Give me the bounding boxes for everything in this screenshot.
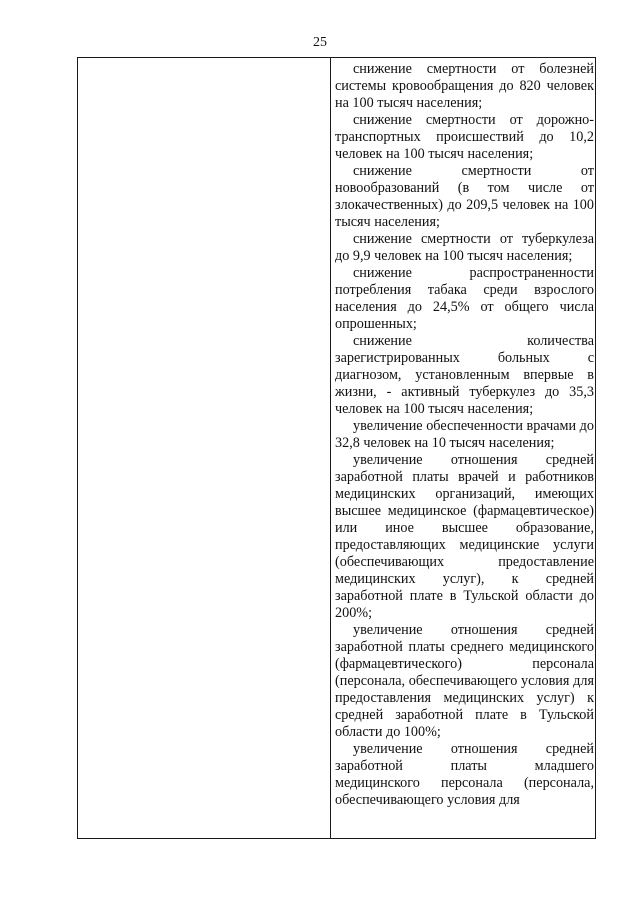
target-indicator-paragraph: увеличение отношения средней заработной платы среднего медицинского (фармацевтического) персонала (персонала, обеспечивающего условия для предоставления медицинских услуг) к средней заработной плате в Тульской области до 100%; (335, 622, 594, 740)
target-indicator-paragraph: увеличение отношения средней заработной платы врачей и работников медицинских организаций, имеющих высшее медицинское (фармацевтическое) или иное высшее образование, предоставляющих медицинские услуги (обеспечивающих предоставление медицинских услуг), к средней заработной плате в Тульской области до 200%; (335, 452, 594, 621)
table-left-cell (78, 58, 331, 838)
target-indicator-paragraph: снижение смертности от новообразований (в том числе от злокачественных) до 209,5 человек на 100 тысяч населения; (335, 163, 594, 230)
target-indicator-paragraph: снижение смертности от болезней системы кровообращения до 820 человек на 100 тысяч населения; (335, 61, 594, 111)
table-right-cell (331, 58, 595, 838)
target-indicator-paragraph: снижение количества зарегистрированных больных с диагнозом, установленным впервые в жизни, - активный туберкулез до 35,3 человек на 100 тысяч населения; (335, 333, 594, 417)
target-indicator-paragraph: снижение распространенности потребления табака среди взрослого населения до 24,5% от общего числа опрошенных; (335, 265, 594, 332)
target-indicator-paragraph: снижение смертности от дорожно-транспортных происшествий до 10,2 человек на 100 тысяч населения; (335, 112, 594, 162)
target-indicator-paragraph: увеличение обеспеченности врачами до 32,8 человек на 10 тысяч населения; (335, 418, 594, 451)
target-indicator-paragraph: снижение смертности от туберкулеза до 9,9 человек на 100 тысяч населения; (335, 231, 594, 264)
document-table (77, 57, 596, 839)
target-indicator-paragraph: увеличение отношения средней заработной платы младшего медицинского персонала (персонала, обеспечивающего условия для (335, 741, 594, 808)
page-number: 25 (313, 35, 327, 50)
